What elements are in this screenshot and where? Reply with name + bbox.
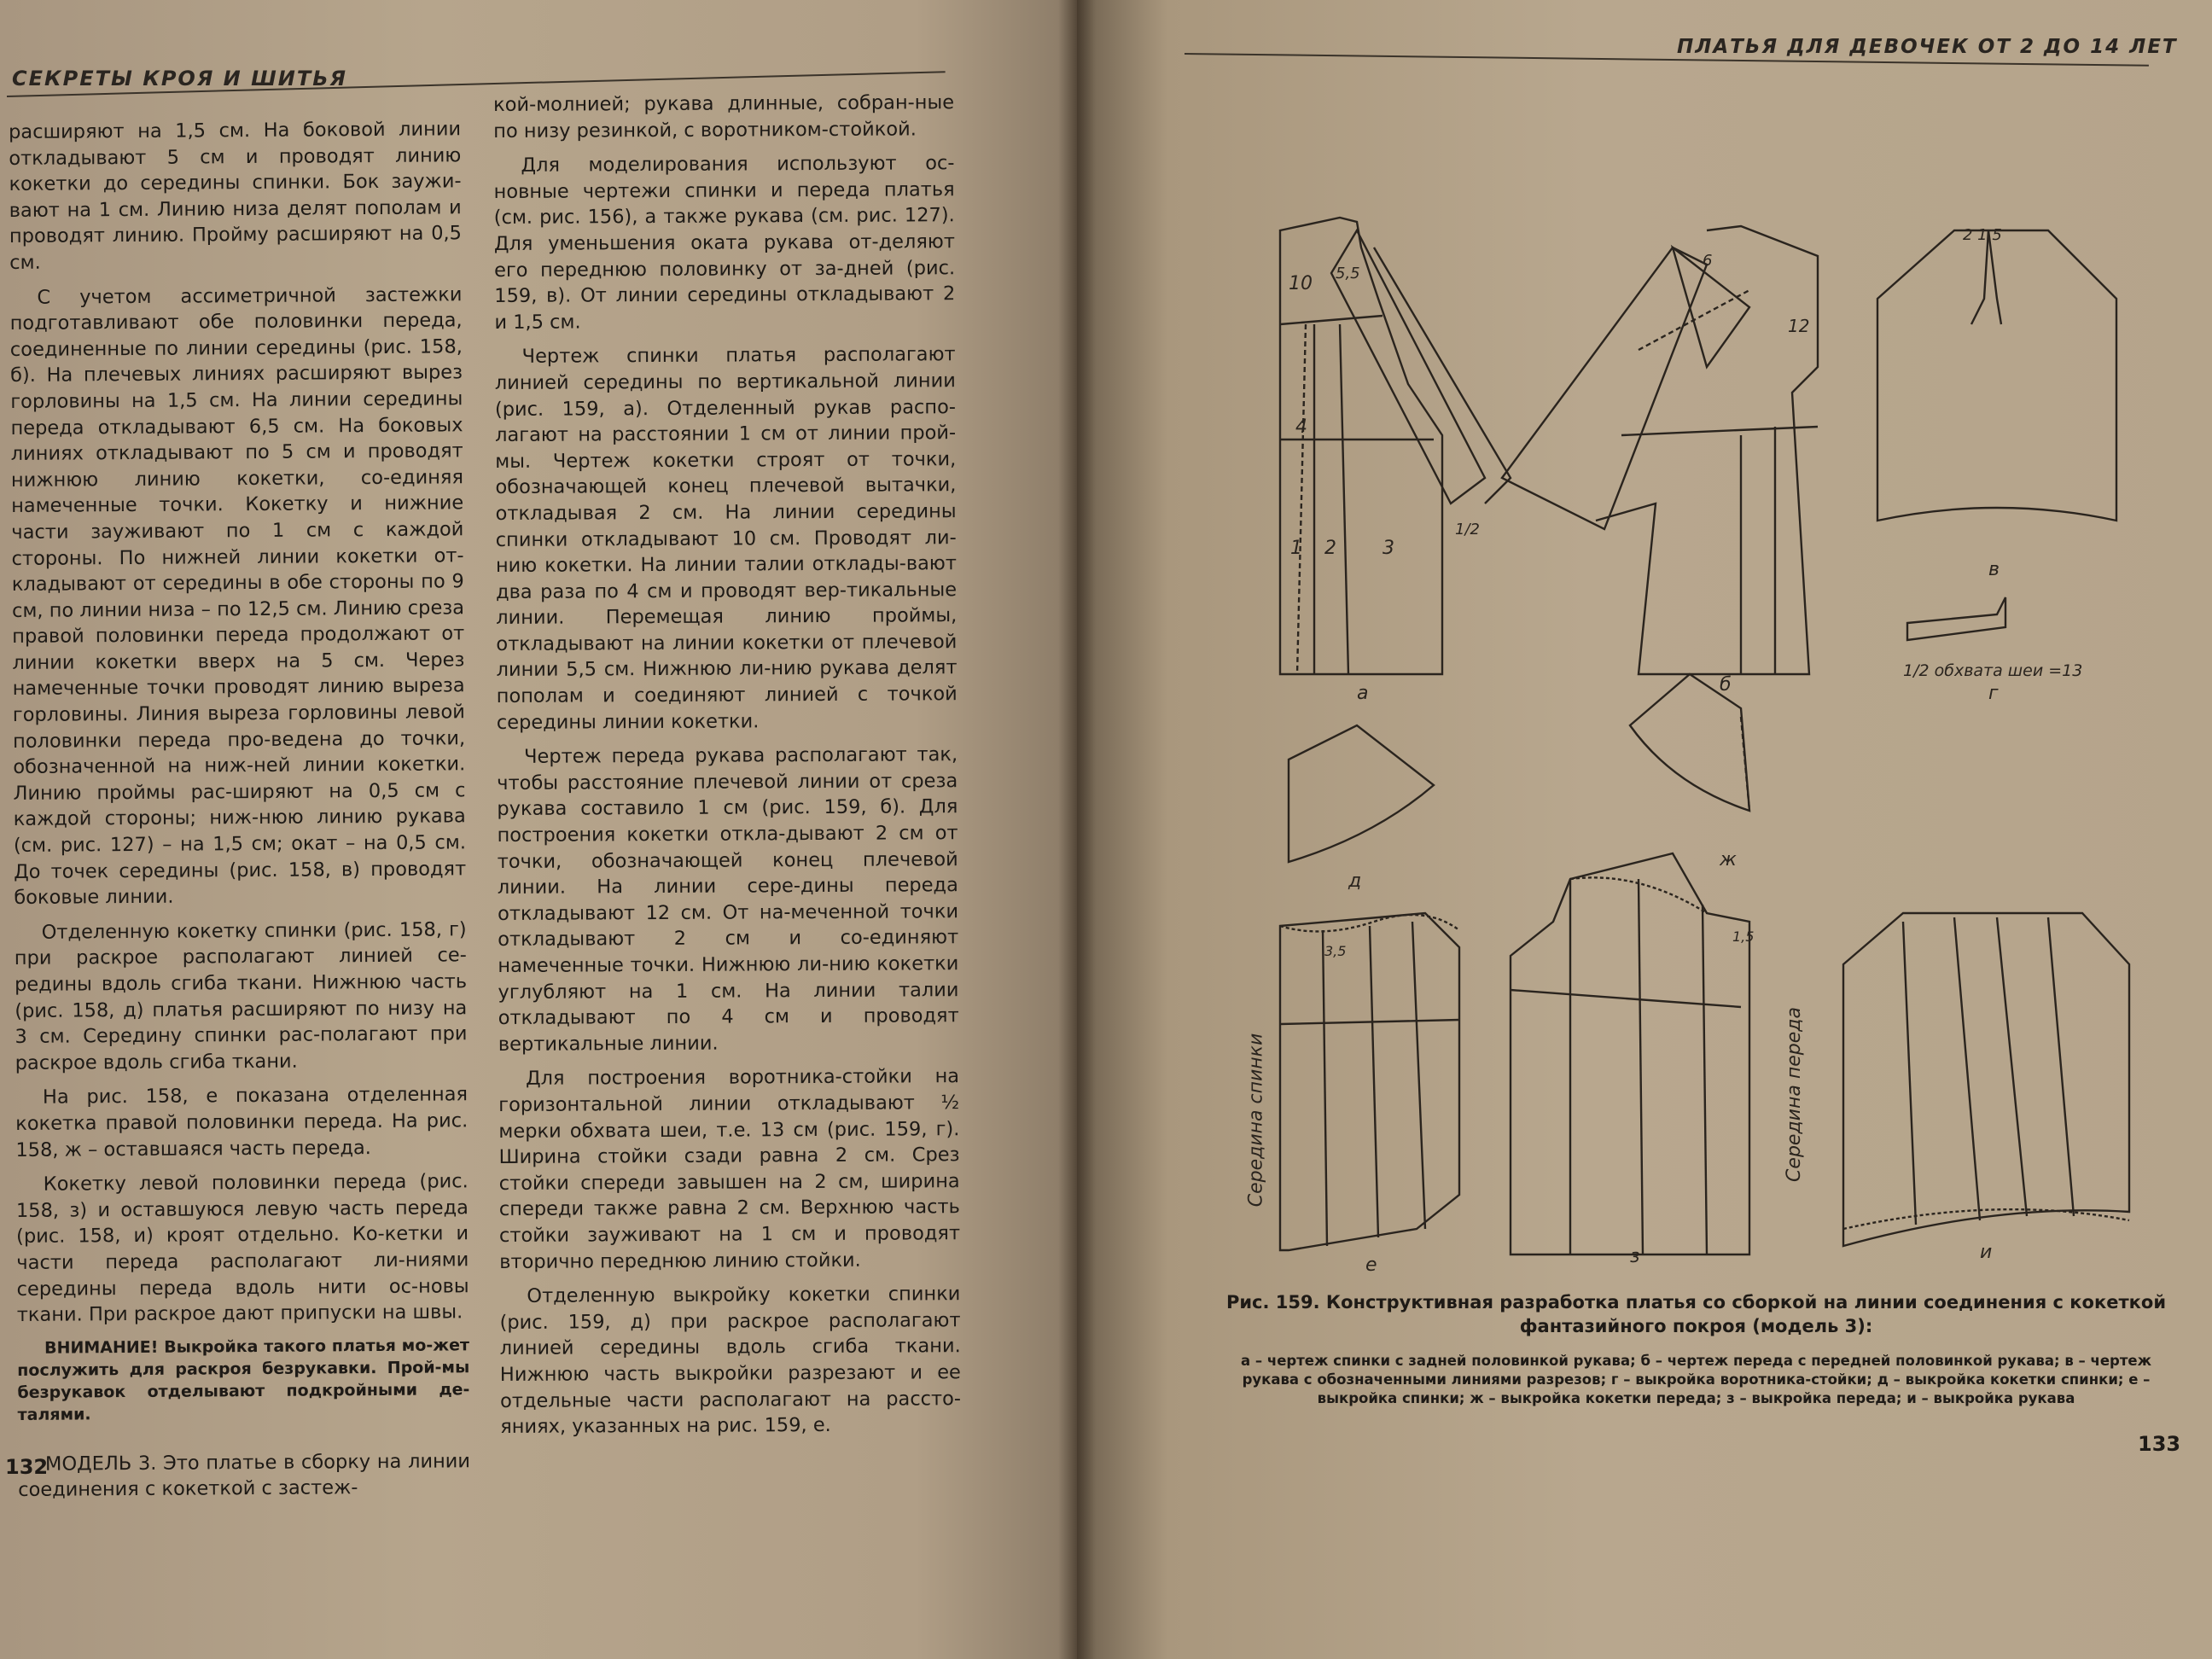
caption-title: Рис. 159. Конструктивная разработка платья со сборкой на линии соединения с кокеткой фантазийного покроя (модель 3): [1225,1292,2167,1336]
pattern-drawing [1229,196,2168,1280]
label-b-6: 6 [1703,252,1713,270]
label-side-front: Середина переда [1783,1007,1805,1182]
warning-note: ВНИМАНИЕ! Выкройка такого платья мо-жет послужить для раскроя безрукавки. Прой-мы безрукавок отделывают подкройными де-талями. [17,1335,470,1424]
label-side-back: Середина спинки [1245,1033,1267,1208]
left-page [0,0,1077,1659]
panel-letter-a: а [1357,683,1369,704]
text-column-2 [493,90,961,1448]
panel-letter-i: и [1980,1242,1993,1263]
label-a-10: 10 [1289,273,1313,294]
paragraph: кой-молнией; рукава длинные, собран-ные по низу резинкой, с воротником-стойкой. [493,91,955,143]
panel-zh [1630,674,1749,811]
paragraph: Для построения воротника-стойки на горизонтальной линии откладывают ½ мерки обхвата шеи, т.е. 13 см (рис. 159, г). Ширина стойки сзади равна 2 см. Срез стойки спереди завышен на 2 см, ширина спереди также равна 2 см. Верхнюю часть стойки зауживают на 1 см и проводят вторично переднюю линию стойки. [498,1065,961,1273]
page-number-right: 133 [2138,1432,2181,1456]
paragraph: Отделенную кокетку спинки (рис. 158, г) при раскрое располагают линией се-редины вдоль сгиба ткани. Нижнюю часть (рис. 158, д) платья расширяют по низу на 3 см. Середину спинки рас-полагают при раскрое вдоль сгиба ткани. [14,918,468,1074]
pattern-figure-159 [1229,196,2168,1280]
panel-e [1280,913,1459,1250]
paragraph: На рис. 158, е показана отделенная кокетка правой половинки переда. На рис. 158, ж – оставшаяся часть переда. [15,1083,469,1161]
model-heading: МОДЕЛЬ 3. Это платье в сборку на линии соединения с кокеткой с застеж- [18,1449,471,1502]
label-g-note: 1/2 обхвата шеи =13 [1903,661,2083,680]
figure-caption [1216,1290,2176,1408]
label-a-4: 4 [1295,416,1307,438]
label-a-1: 1 [1290,538,1302,559]
paragraph: Отделенную выкройку кокетки спинки (рис. 159, д) при раскрое располагают линией середины вдоль сгиба ткани. Нижнюю часть выкройки разрезают и ее отдельные части располагают на рассто-яниях, указанных на рис. 159, е. [499,1283,962,1439]
label-v-top: 2 1,5 [1963,226,2002,244]
label-z-15: 1,5 [1732,928,1755,945]
label-e-35: 3,5 [1324,943,1347,959]
panel-letter-e: е [1365,1254,1377,1276]
running-header-right: ПЛАТЬЯ ДЛЯ ДЕВОЧЕК ОТ 2 ДО 14 ЛЕТ [1677,36,2178,58]
panel-letter-zh: ж [1720,849,1737,870]
panel-letter-g: г [1988,683,1999,704]
panel-z [1511,853,1749,1254]
paragraph: Кокетку левой половинки переда (рис. 158, з) и оставшуюся левую часть переда (рис. 158, и) кроят отдельно. Ко-кетки и части переда располагают ли-ниями середины переда вдоль нити ос-новы ткани. При раскрое дают припуски на швы. [15,1170,469,1327]
label-a-2: 2 [1324,538,1336,559]
panel-g [1907,597,2005,640]
text-column-1 [9,116,470,1512]
paragraph: Чертеж переда рукава располагают так, чтобы расстояние плечевой линии от среза рукава составило 1 см (рис. 159, б). Для построения кокетки откла-дывают 2 см от точки, обозначающей конец плечевой линии. На линии сере-дины переда откладывают 12 см. От на-меченной точки откладывают 2 см и со-единяют намеченные точки. Нижнюю ли-нию кокетки углубляют на 1 см. На линии талии откладывают по 4 см и проводят вертикальные линии. [497,743,959,1056]
panel-letter-d: д [1348,870,1362,892]
paragraph: расширяют на 1,5 см. На боковой линии откладывают 5 см и проводят линию кокетки до середины спинки. Бок заужи-вают на 1 см. Линию низа делят пополам и проводят линию. Пройму расширяют на 0,5 см. [9,118,463,274]
running-header-left: СЕКРЕТЫ КРОЯ И ШИТЬЯ [12,67,347,90]
label-a-3: 3 [1382,538,1394,559]
panel-letter-v: в [1988,559,2000,580]
panel-b [1502,226,1818,674]
label-half: 1/2 [1455,521,1480,538]
paragraph: Для моделирования используют ос-новные чертежи спинки и переда платья (см. рис. 156), а также рукава (см. рис. 127). Для уменьшения оката рукава от-деляют его переднюю половинку от за-дней (рис. 159, в). От линии середины откладывают 2 и 1,5 см. [493,152,956,334]
caption-legend: а – чертеж спинки с задней половинкой рукава; б – чертеж переда с передней половинкой рукава; в – чертеж рукава с обозначенными линиями разрезов; г – выкройка воротника-стойки; д – выкройка кокетки спинки; е – выкройка спинки; ж – выкройка кокетки переда; з – выкройка переда; и – выкройка рукава [1241,1353,2151,1406]
panel-i [1843,913,2129,1246]
label-b-12: 12 [1788,316,1810,336]
label-a-55: 5,5 [1336,265,1360,282]
book-gutter [1058,0,1096,1659]
page-number-left: 132 [5,1455,49,1479]
paragraph: Чертеж спинки платья располагают линией середины по вертикальной линии (рис. 159, а). Отделенный рукав распо-лагают на расстоянии 1 см от линии прой-мы. Чертеж кокетки строят от точки, обозначающей конец плечевой вытачки, откладывая 2 см. На линии середины спинки откладывают 10 см. Проводят ли-нию кокетки. На линии талии отклады-вают два раза по 4 см и проводят вер-тикальные линии. Перемещая линию проймы, откладывают на линии кокетки от плечевой линии 5,5 см. Нижнюю ли-нию рукава делят пополам и соединяют линией с точкой середины линии кокетки. [494,343,958,734]
panel-d [1289,725,1434,862]
paragraph: С учетом ассиметричной застежки подготавливают обе половинки переда, соединенные по линии середины (рис. 158, б). На плечевых линиях расширяют вырез горловины на 1,5 см. На линии середины переда откладывают 6,5 см. На боковых линиях откладывают по 5 см и проводят нижнюю линию кокетки, со-единяя намеченные точки. Кокетку и нижние части зауживают по 1 см с каждой стороны. По нижней линии кокетки от-кладывают от середины в обе стороны по 9 см, по линии низа – по 12,5 см. Линию среза правой половинки переда продолжают от линии кокетки вверх на 5 см. Через намеченные точки проводят линию выреза горловины. Линия выреза горловины левой половинки переда про-ведена до точки, обозначенной на ниж-ней линии кокетки. Линию проймы рас-ширяют на 0,5 см с каждой стороны; ниж-нюю линию рукава (см. рис. 127) – на 1,5 см; окат – на 0,5 см. До точек середины (рис. 158, в) проводят боковые линии. [9,282,467,910]
panel-a [1280,218,1511,674]
panel-v [1877,230,2116,521]
panel-letter-b: б [1720,674,1732,696]
panel-letter-z: з [1630,1246,1640,1267]
